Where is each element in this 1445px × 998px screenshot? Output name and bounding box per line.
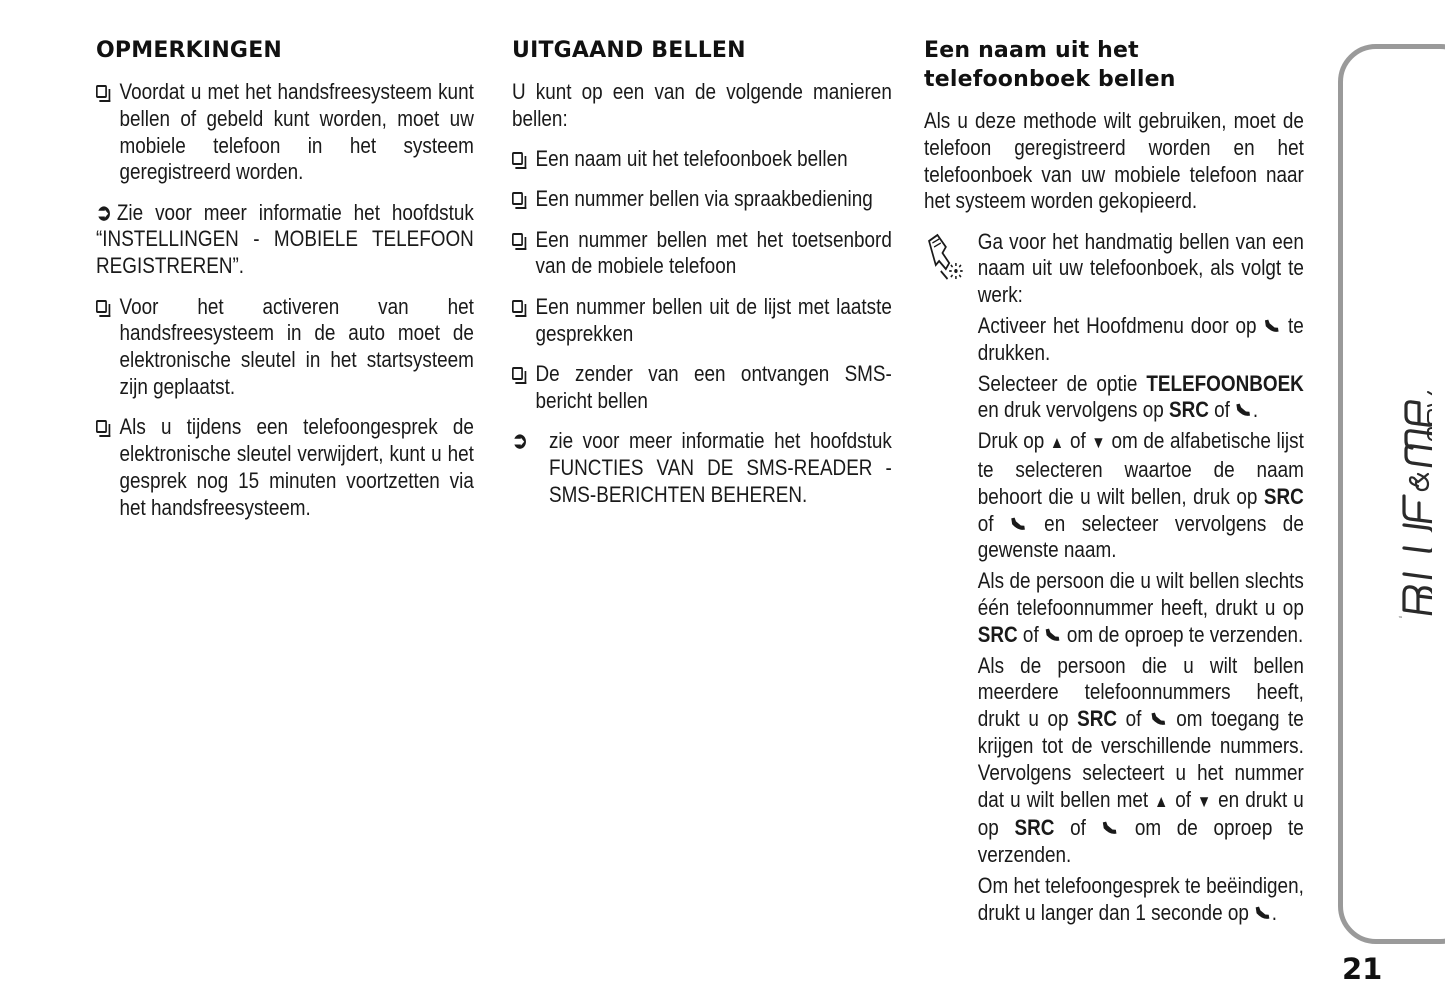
step-2: Selecteer de optie TELEFOONBOEK en druk vervolgens op SRC of . — [977, 370, 1304, 423]
phone-icon — [1150, 710, 1168, 728]
step-3: Druk op ▲ of ▼ om de alfabetische lijst te selecteren waartoe de naam behoort die u wilt bellen, druk op SRC of en selecteer vervolgens de gewenste naam. — [977, 428, 1304, 563]
checkbox-bullet-icon — [512, 300, 523, 313]
list-item: Een naam uit het telefoonboek bellen — [512, 146, 892, 173]
checkbox-bullet-icon — [512, 367, 523, 380]
checkbox-bullet-icon — [96, 300, 107, 313]
checkbox-bullet-icon — [96, 85, 107, 98]
intro-text: Als u deze methode wilt gebruiken, moet de telefoon geregistreerd worden en het telefoonboek van uw mobiele telefoon naar het systeem worden gekopieerd. — [924, 108, 1304, 214]
column-outgoing-calls — [512, 36, 892, 522]
page-number: 21 — [1342, 952, 1383, 986]
checkbox-bullet-icon — [512, 192, 523, 205]
phone-icon — [1102, 819, 1120, 837]
list-item: Een nummer bellen met het toetsenbord van de mobiele telefoon — [512, 227, 892, 281]
list-item: Voordat u met het handsfreesysteem kunt bellen of gebeld kunt worden, moet uw mobiele telefoon in het systeem geregistreerd worden. — [96, 79, 474, 186]
phone-icon — [1254, 904, 1272, 922]
column-phonebook-call — [924, 36, 1304, 931]
step-6: Om het telefoongesprek te beëindigen, drukt u langer dan 1 seconde op . — [977, 873, 1304, 925]
list-item: De zender van een ontvangen SMS-bericht bellen — [512, 361, 892, 415]
checkbox-bullet-icon — [96, 420, 107, 433]
blue-and-me-nav-logo — [1368, 372, 1432, 622]
arrow-icon: ➲ — [96, 199, 112, 225]
hand-pointer-icon — [924, 231, 971, 285]
heading-outgoing-calls: UITGAAND BELLEN — [512, 38, 746, 63]
list-item: Een nummer bellen uit de lijst met laatste gesprekken — [512, 294, 892, 348]
trademark-mark: ™ — [1398, 616, 1403, 622]
list-item: Een nummer bellen via spraakbediening — [512, 186, 892, 213]
up-arrow-icon: ▲ — [1154, 791, 1170, 811]
step-4: Als de persoon die u wilt bellen slechts één telefoonnummer heeft, drukt u op SRC of om de oproep te verzenden. — [977, 568, 1304, 647]
hand-note: Ga voor het handmatig bellen van een naam uit uw telefoonboek, als volgt te werk: — [924, 229, 1304, 309]
arrow-icon: ➲ — [512, 427, 528, 453]
heading-phonebook-call: Een naam uit het telefoonboek bellen — [924, 38, 1176, 92]
step-1: Activeer het Hoofdmenu door op te drukken. — [977, 313, 1304, 365]
phone-icon — [1263, 317, 1281, 335]
heading-remarks: OPMERKINGEN — [96, 38, 283, 63]
phone-icon — [1235, 401, 1253, 419]
step-5: Als de persoon die u wilt bellen meerdere telefoonnummers heeft, drukt u op SRC of om toegang te krijgen tot de verschillende nummers. Vervolgens selecteert u het nummer dat u wilt bellen met ▲ of ▼ en drukt u op SRC of om de oproep te verzenden. — [977, 652, 1304, 868]
checkbox-bullet-icon — [512, 233, 523, 246]
list-item: Als u tijdens een telefoongesprek de elektronische sleutel verwijdert, kunt u het gesprek nog 15 minuten voortzetten via het handsfreesysteem. — [96, 414, 474, 521]
reference-note: ➲ Zie voor meer informatie het hoofdstuk “INSTELLINGEN - MOBIELE TELEFOON REGISTREREN”. — [96, 199, 474, 279]
column-remarks — [96, 36, 474, 535]
checkbox-bullet-icon — [512, 152, 523, 165]
up-arrow-icon: ▲ — [1049, 433, 1065, 453]
intro-text: U kunt op een van de volgende manieren bellen: — [512, 79, 892, 131]
down-arrow-icon: ▼ — [1091, 433, 1106, 453]
down-arrow-icon: ▼ — [1197, 791, 1213, 811]
phone-icon — [1044, 626, 1062, 644]
phone-icon — [1010, 515, 1028, 533]
list-item: Voor het activeren van het handsfreesysteem in de auto moet de elektronische sleutel in het startsysteem zijn geplaatst. — [96, 294, 474, 401]
reference-note: ➲ zie voor meer informatie het hoofdstuk FUNCTIES VAN DE SMS-READER - SMS-BERICHTEN BEHEREN. — [512, 427, 892, 507]
